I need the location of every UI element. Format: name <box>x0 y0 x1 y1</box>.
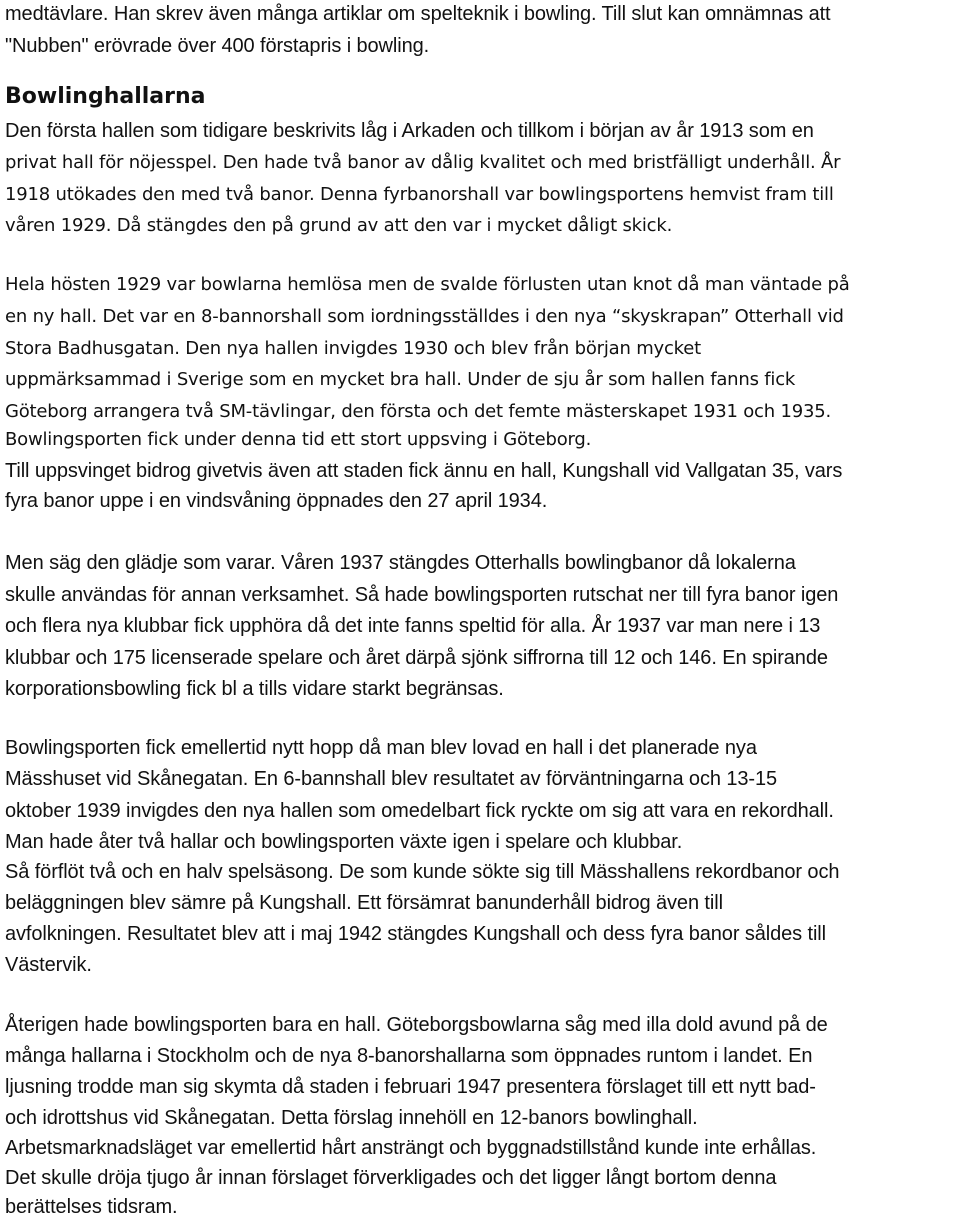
text-line: många hallarna i Stockholm och de nya 8-banorshallarna som öppnades runtom i landet. En <box>5 1045 813 1067</box>
text-line: Man hade åter två hallar och bowlingsporten växte igen i spelare och klubbar. <box>5 831 683 853</box>
text-line: Mässhuset vid Skånegatan. En 6-bannshall blev resultatet av förväntningarna och 13-15 <box>5 768 777 790</box>
text-line: uppmärksammad i Sverige som en mycket bra hall. Under de sju år som hallen fanns fick <box>5 369 796 390</box>
text-line: Bowlingsporten fick emellertid nytt hopp då man blev lovad en hall i det planerade nya <box>5 737 757 759</box>
text-line: avfolkningen. Resultatet blev att i maj 1942 stängdes Kungshall och dess fyra banor såldes till <box>5 923 826 945</box>
text-line: Återigen hade bowlingsporten bara en hall. Göteborgsbowlarna såg med illa dold avund på de <box>5 1014 828 1036</box>
section-heading: Bowlinghallarna <box>5 84 206 109</box>
text-line: klubbar och 175 licenserade spelare och året därpå sjönk siffrorna till 12 och 146. En spirande <box>5 647 828 669</box>
text-line: ljusning trodde man sig skymta då staden i februari 1947 presentera förslaget till ett nytt bad- <box>5 1076 816 1098</box>
text-line: beläggningen blev sämre på Kungshall. Ett försämrat banunderhåll bidrog även till <box>5 892 723 914</box>
text-line: Arbetsmarknadsläget var emellertid hårt ansträngt och byggnadstillstånd kunde inte erhållas. <box>5 1137 817 1159</box>
text-line: oktober 1939 invigdes den nya hallen som omedelbart fick ryckte om sig att vara en rekordhall. <box>5 800 834 822</box>
text-line: våren 1929. Då stängdes den på grund av att den var i mycket dåligt skick. <box>5 215 673 236</box>
text-line: Bowlingsporten fick under denna tid ett stort uppsving i Göteborg. <box>5 429 592 450</box>
text-line: privat hall för nöjesspel. Den hade två banor av dålig kvalitet och med bristfälligt underhåll. År <box>5 152 841 173</box>
text-line: medtävlare. Han skrev även många artiklar om spelteknik i bowling. Till slut kan omnämnas att <box>5 3 831 25</box>
text-line: en ny hall. Det var en 8-bannorshall som iordningsställdes i den nya “skyskrapan” Otterhall vid <box>5 306 844 327</box>
text-line: Men säg den glädje som varar. Våren 1937 stängdes Otterhalls bowlingbanor då lokalerna <box>5 552 796 574</box>
text-line: Västervik. <box>5 954 92 976</box>
text-line: 1918 utökades den med två banor. Denna fyrbanorshall var bowlingsportens hemvist fram till <box>5 184 834 205</box>
text-line: Till uppsvinget bidrog givetvis även att staden fick ännu en hall, Kungshall vid Vallgatan 35, vars <box>5 460 843 482</box>
text-line: Det skulle dröja tjugo år innan förslaget förverkligades och det ligger långt bortom denna <box>5 1167 777 1189</box>
text-line: Hela hösten 1929 var bowlarna hemlösa men de svalde förlusten utan knot då man väntade på <box>5 274 850 295</box>
text-line: korporationsbowling fick bl a tills vidare starkt begränsas. <box>5 678 504 700</box>
text-line: Den första hallen som tidigare beskrivits låg i Arkaden och tillkom i början av år 1913 som en <box>5 120 814 142</box>
text-line: berättelses tidsram. <box>5 1196 178 1218</box>
text-line: Stora Badhusgatan. Den nya hallen invigdes 1930 och blev från början mycket <box>5 338 701 359</box>
text-line: och idrottshus vid Skånegatan. Detta förslag innehöll en 12-banors bowlinghall. <box>5 1107 698 1129</box>
text-line: och flera nya klubbar fick upphöra då det inte fanns speltid för alla. År 1937 var man nere i 13 <box>5 615 821 637</box>
text-line: "Nubben" erövrade över 400 förstapris i bowling. <box>5 35 430 57</box>
text-line: skulle användas för annan verksamhet. Så hade bowlingsporten rutschat ner till fyra banor igen <box>5 584 839 606</box>
text-line: Göteborg arrangera två SM-tävlingar, den första och det femte mästerskapet 1931 och 1935. <box>5 401 831 422</box>
text-line: Så förflöt två och en halv spelsäsong. De som kunde sökte sig till Mässhallens rekordbanor och <box>5 861 840 883</box>
text-line: fyra banor uppe i en vindsvåning öppnades den 27 april 1934. <box>5 490 548 512</box>
